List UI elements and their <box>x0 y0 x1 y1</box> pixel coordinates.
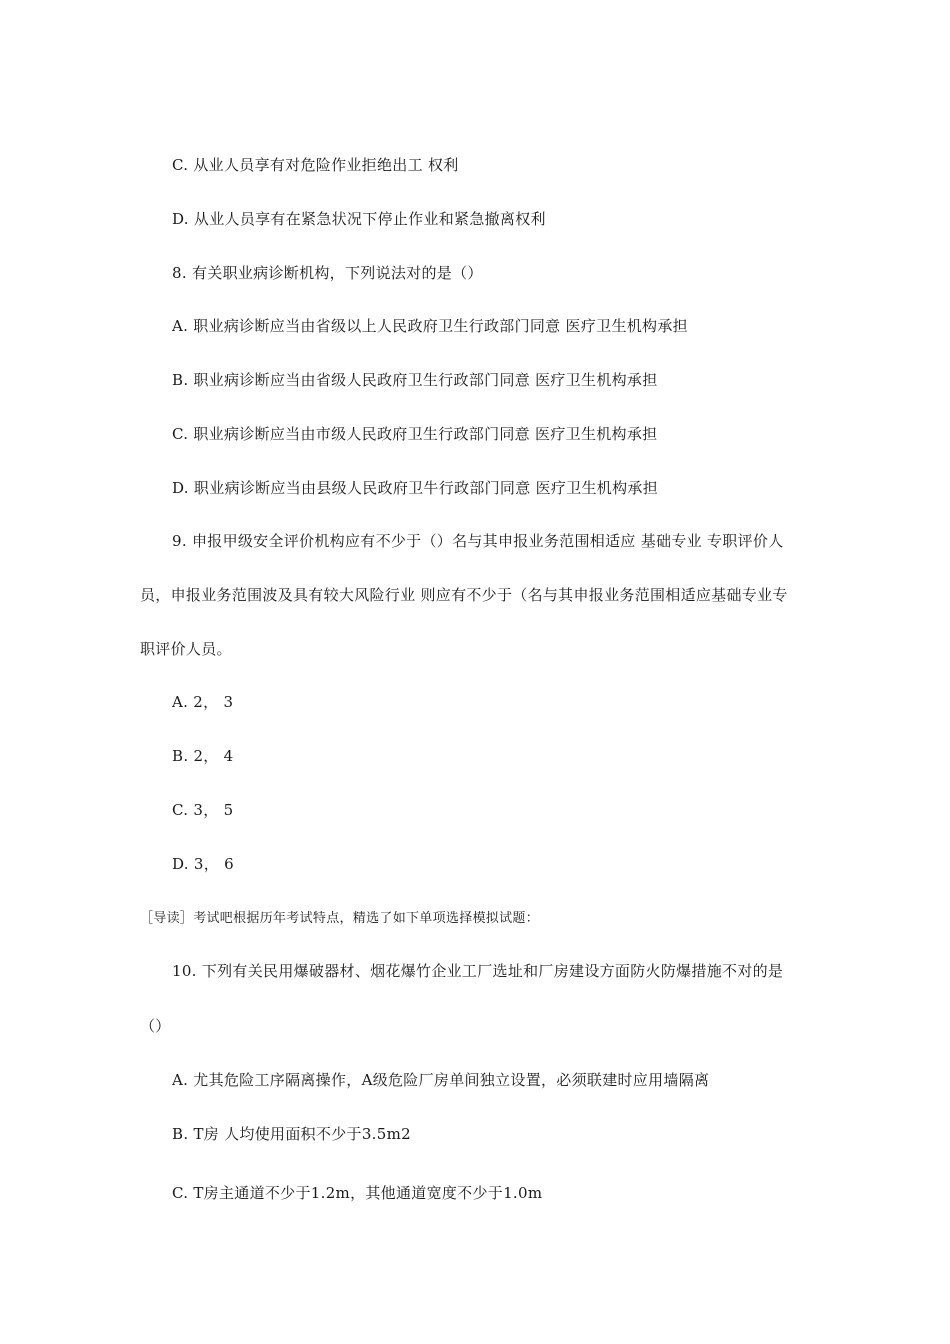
option-c-q10: C. T房主通道不少于1.2m，其他通道宽度不少于1.0m <box>172 1184 543 1202</box>
option-c-q7: C. 从业人员享有对危险作业拒绝出工 权利 <box>172 156 459 174</box>
question-10-line-1: 10. 下列有关民用爆破器材、烟花爆竹企业工厂选址和厂房建设方面防火防爆措施不对的是 <box>172 962 784 980</box>
option-a-q10: A. 尤其危险工序隔离操作，A级危险厂房单间独立设置，必须联建时应用墙隔离 <box>172 1071 710 1089</box>
question-9-line-3: 职评价人员。 <box>140 640 232 658</box>
option-d-q7: D. 从业人员享有在紧急状况下停止作业和紧急撤离权利 <box>172 210 546 228</box>
question-9-line-1: 9. 申报甲级安全评价机构应有不少于（）名与其申报业务范围相适应 基础专业 专职评价人 <box>172 532 784 550</box>
guide-note: ［导读］考试吧根据历年考试特点，精选了如下单项选择模拟试题： <box>140 911 540 926</box>
option-c-q9: C. 3， 5 <box>172 801 234 819</box>
option-a-q9: A. 2， 3 <box>172 693 234 711</box>
option-a-q8: A. 职业病诊断应当由省级以上人民政府卫生行政部门同意 医疗卫生机构承担 <box>172 317 688 335</box>
option-d-q9: D. 3， 6 <box>172 855 234 873</box>
option-d-q8: D. 职业病诊断应当由县级人民政府卫牛行政部门同意 医疗卫生机构承担 <box>172 479 658 497</box>
option-b-q9: B. 2， 4 <box>172 747 234 765</box>
question-8: 8. 有关职业病诊断机构，下列说法对的是（） <box>172 264 483 282</box>
option-b-q8: B. 职业病诊断应当由省级人民政府卫生行政部门同意 医疗卫生机构承担 <box>172 371 658 389</box>
option-c-q8: C. 职业病诊断应当由市级人民政府卫生行政部门同意 医疗卫生机构承担 <box>172 425 658 443</box>
question-10-line-2: （） <box>140 1017 171 1035</box>
option-b-q10: B. T房 人均使用面积不少于3.5m2 <box>172 1125 411 1143</box>
question-9-line-2: 员，申报业务范围波及具有较大风险行业 则应有不少于（名与其申报业务范围相适应基础专业专 <box>140 586 788 604</box>
